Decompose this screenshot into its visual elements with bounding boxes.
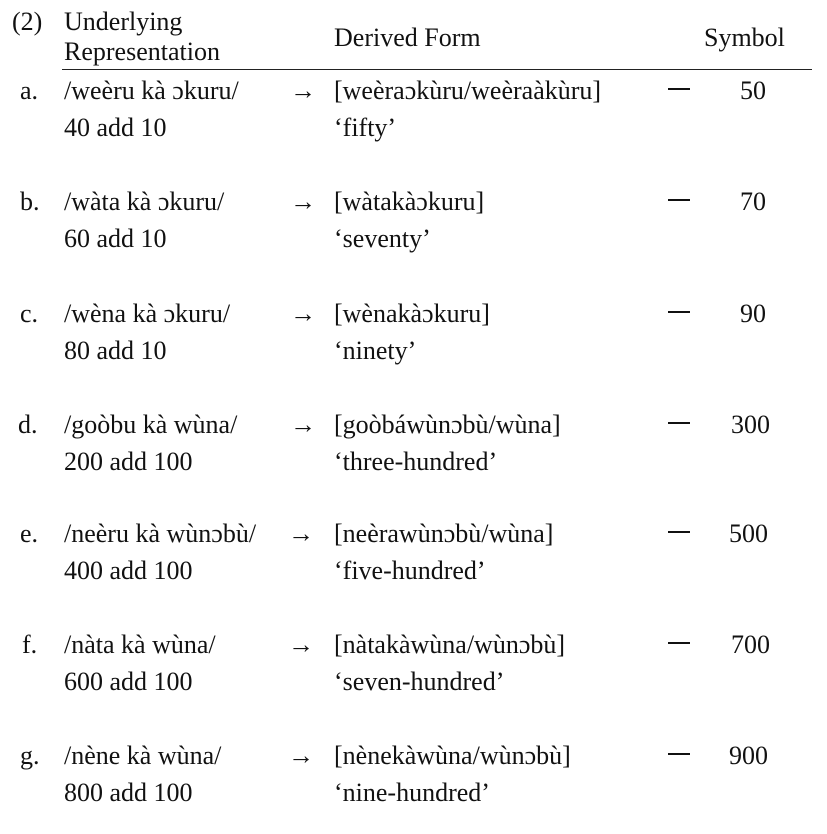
underlying-gloss: 80 add 10 bbox=[64, 336, 167, 365]
derived-form: [weèraɔkùru/weèraàkùru] bbox=[334, 76, 602, 105]
arrow-icon: → bbox=[290, 299, 316, 328]
dash-icon bbox=[668, 88, 690, 90]
underlying-gloss: 800 add 100 bbox=[64, 778, 193, 807]
dash-icon bbox=[668, 753, 690, 755]
header-rule bbox=[62, 69, 812, 70]
dash-icon bbox=[668, 199, 690, 201]
table-row bbox=[0, 737, 827, 817]
header-representation: Representation bbox=[64, 37, 220, 66]
row-label: g. bbox=[20, 741, 40, 770]
underlying-form: /neèru kà wùnɔbù/ bbox=[64, 519, 257, 548]
table-row bbox=[0, 406, 827, 486]
arrow-icon: → bbox=[290, 76, 316, 105]
symbol-value: 700 bbox=[731, 630, 770, 659]
symbol-value: 500 bbox=[729, 519, 768, 548]
underlying-gloss: 400 add 100 bbox=[64, 556, 193, 585]
table-row bbox=[0, 295, 827, 375]
symbol-value: 300 bbox=[731, 410, 770, 439]
derived-form: [goòbáwùnɔbù/wùna] bbox=[334, 410, 561, 439]
header-derived-form: Derived Form bbox=[334, 23, 481, 52]
row-label: f. bbox=[22, 630, 38, 659]
dash-icon bbox=[668, 531, 690, 533]
arrow-icon: → bbox=[290, 187, 316, 216]
row-label: b. bbox=[20, 187, 40, 216]
derived-gloss: ‘seven-hundred’ bbox=[334, 667, 505, 696]
underlying-form: /wàta kà ɔkuru/ bbox=[64, 187, 225, 216]
underlying-gloss: 60 add 10 bbox=[64, 224, 167, 253]
table-row bbox=[0, 72, 827, 152]
derived-form: [nàtakàwùna/wùnɔbù] bbox=[334, 630, 566, 659]
table-row bbox=[0, 183, 827, 263]
row-label: c. bbox=[20, 299, 39, 328]
header-underlying: Underlying bbox=[64, 7, 183, 36]
underlying-form: /weèru kà ɔkuru/ bbox=[64, 76, 239, 105]
derived-gloss: ‘fifty’ bbox=[334, 113, 397, 142]
header-symbol: Symbol bbox=[704, 23, 785, 52]
underlying-gloss: 200 add 100 bbox=[64, 447, 193, 476]
row-label: d. bbox=[18, 410, 38, 439]
derived-form: [neèrawùnɔbù/wùna] bbox=[334, 519, 554, 548]
table-row bbox=[0, 515, 827, 595]
dash-icon bbox=[668, 311, 690, 313]
derived-gloss: ‘nine-hundred’ bbox=[334, 778, 490, 807]
arrow-icon: → bbox=[288, 630, 314, 659]
symbol-value: 70 bbox=[740, 187, 766, 216]
row-label: a. bbox=[20, 76, 39, 105]
dash-icon bbox=[668, 422, 690, 424]
arrow-icon: → bbox=[290, 410, 316, 439]
symbol-value: 900 bbox=[729, 741, 768, 770]
derived-gloss: ‘ninety’ bbox=[334, 336, 417, 365]
arrow-icon: → bbox=[288, 741, 314, 770]
derived-gloss: ‘three-hundred’ bbox=[334, 447, 498, 476]
derived-gloss: ‘five-hundred’ bbox=[334, 556, 486, 585]
derived-form: [wàtakàɔkuru] bbox=[334, 187, 485, 216]
example-number: (2) bbox=[12, 7, 43, 36]
dash-icon bbox=[668, 642, 690, 644]
row-label: e. bbox=[20, 519, 39, 548]
derived-form: [wènakàɔkuru] bbox=[334, 299, 490, 328]
underlying-form: /wèna kà ɔkuru/ bbox=[64, 299, 231, 328]
underlying-gloss: 40 add 10 bbox=[64, 113, 167, 142]
arrow-icon: → bbox=[288, 519, 314, 548]
underlying-gloss: 600 add 100 bbox=[64, 667, 193, 696]
derived-gloss: ‘seventy’ bbox=[334, 224, 431, 253]
derived-form: [nènekàwùna/wùnɔbù] bbox=[334, 741, 571, 770]
symbol-value: 90 bbox=[740, 299, 766, 328]
symbol-value: 50 bbox=[740, 76, 766, 105]
underlying-form: /nàta kà wùna/ bbox=[64, 630, 216, 659]
underlying-form: /nène kà wùna/ bbox=[64, 741, 222, 770]
underlying-form: /goòbu kà wùna/ bbox=[64, 410, 238, 439]
table-row bbox=[0, 626, 827, 706]
